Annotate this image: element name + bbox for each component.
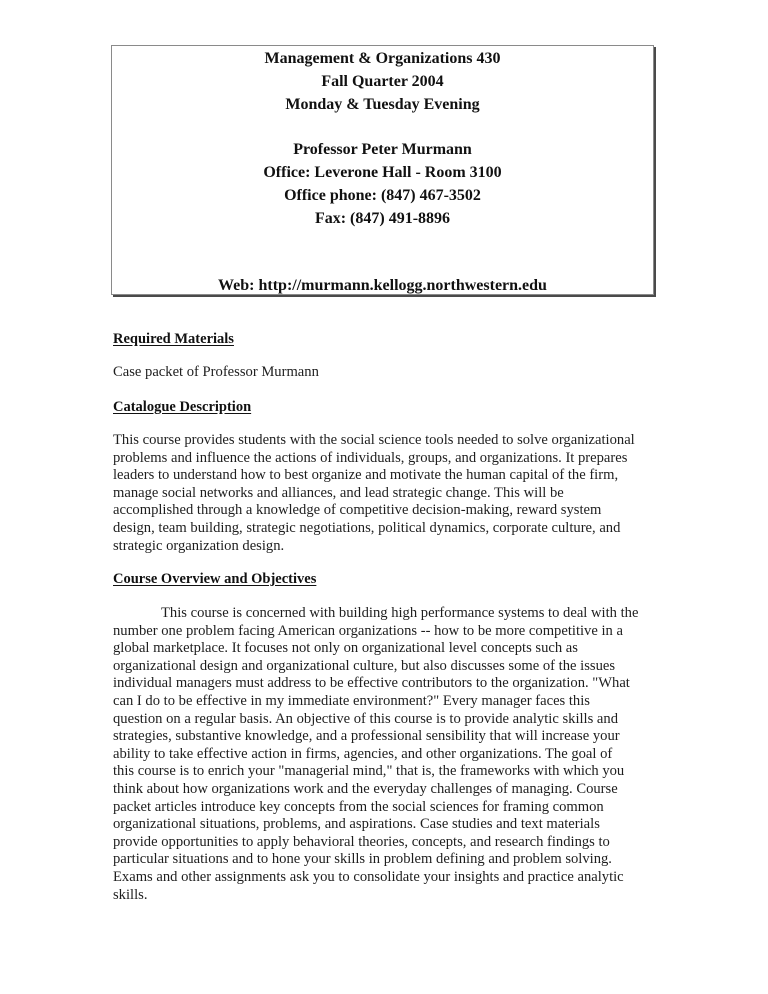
course-overview-section bbox=[113, 570, 658, 588]
web-address: Web: http://murmann.kellogg.northwestern.edu bbox=[218, 277, 547, 294]
catalogue-description-heading: Catalogue Description bbox=[113, 399, 252, 415]
fax-number: Fax: (847) 491-8896 bbox=[314, 210, 451, 227]
professor-name: Professor Peter Murmann bbox=[293, 141, 472, 158]
paragraph-line: organizational situations, problems, and aspirations. Case studies and text materials bbox=[113, 816, 600, 833]
office-phone: Office phone: (847) 467-3502 bbox=[284, 187, 481, 204]
paragraph-line: can I do to be effective in my immediate environment?" Every manager faces this bbox=[113, 692, 590, 709]
paragraph-line: manage social networks and alliances, and lead strategic change. This will be bbox=[113, 484, 564, 501]
paragraph-line: skills. bbox=[113, 886, 148, 903]
catalogue-description-section bbox=[113, 398, 658, 416]
catalogue-description-paragraph bbox=[113, 432, 658, 555]
paragraph-line: accomplished through a knowledge of competitive decision-making, reward system bbox=[113, 502, 602, 519]
paragraph-line: strategic organization design. bbox=[113, 537, 285, 554]
catalogue-description-body bbox=[113, 432, 658, 555]
course-schedule: Monday & Tuesday Evening bbox=[285, 96, 480, 113]
paragraph-line: number one problem facing American organizations -- how to be more competitive in a bbox=[113, 622, 623, 639]
office-location: Office: Leverone Hall - Room 3100 bbox=[263, 164, 502, 181]
course-term: Fall Quarter 2004 bbox=[321, 73, 444, 90]
paragraph-line: strategies, substantive knowledge, and a professional sensibility that will increase your bbox=[113, 728, 620, 745]
paragraph-line: particular situations and to hone your skills in problem defining and problem solving. bbox=[113, 851, 612, 868]
required-materials-section bbox=[113, 330, 658, 348]
course-overview-paragraph bbox=[113, 605, 658, 904]
course-overview-body bbox=[113, 605, 658, 904]
paragraph-line: organizational design and organizational culture, but also discusses some of the issues bbox=[113, 657, 616, 674]
paragraph-line: provide opportunities to apply behavioral theories, concepts, and research findings to bbox=[113, 833, 610, 850]
paragraph-line: think about how organizations work and the everyday challenges of managing. Course bbox=[113, 780, 618, 797]
required-materials-heading: Required Materials bbox=[113, 331, 234, 347]
paragraph-line: This course provides students with the social science tools needed to solve organizational bbox=[113, 432, 635, 448]
paragraph-line: individual managers must address to be effective contributors to the organization. "What bbox=[113, 675, 630, 692]
required-materials-text: Case packet of Professor Murmann bbox=[113, 364, 319, 380]
course-title: Management & Organizations 430 bbox=[264, 50, 501, 67]
course-header-box bbox=[111, 45, 654, 295]
required-materials-body bbox=[113, 364, 658, 382]
paragraph-line: question on a regular basis. An objective of this course is to provide analytic skills and bbox=[113, 710, 619, 727]
paragraph-line: global marketplace. It focuses not only on organizational level concepts such as bbox=[113, 640, 578, 657]
paragraph-line: packet articles introduce key concepts from the social sciences for framing common bbox=[113, 798, 604, 815]
paragraph-line: Exams and other assignments ask you to consolidate your insights and practice analytic bbox=[113, 868, 624, 885]
paragraph-line: problems and influence the actions of individuals, groups, and organizations. It prepares bbox=[113, 449, 628, 466]
paragraph-line: This course is concerned with building high performance systems to deal with the bbox=[161, 605, 639, 621]
paragraph-line: design, team building, strategic negotiations, political dynamics, corporate culture, and bbox=[113, 519, 621, 536]
course-overview-heading: Course Overview and Objectives bbox=[113, 571, 317, 587]
paragraph-line: ability to take effective action in firms, agencies, and other organizations. The goal of bbox=[113, 745, 613, 762]
paragraph-line: this course is to enrich your "managerial mind," that is, the frameworks with which you bbox=[113, 763, 625, 780]
paragraph-line: leaders to understand how to best organize and motivate the human capital of the firm, bbox=[113, 467, 619, 484]
